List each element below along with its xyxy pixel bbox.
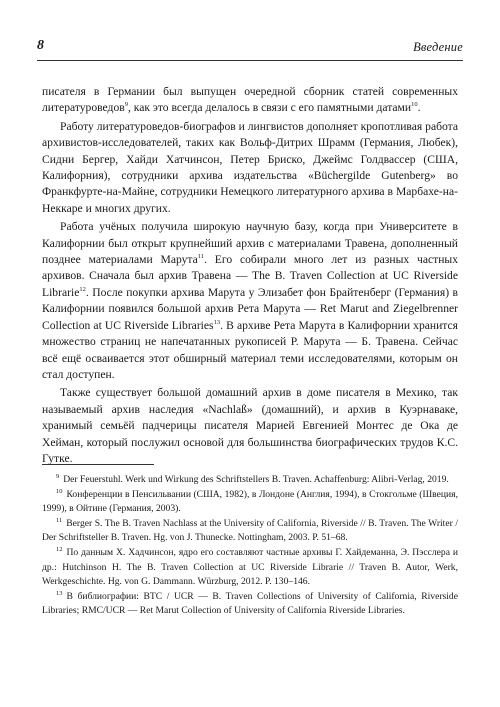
text-run: . Его собирали много лет из разных частных архивов. Сначала был архив Травена — The B. Traven Collection at UC Riverside Librarie — [42, 253, 458, 299]
footnote-number: 12 — [56, 546, 63, 554]
footnote — [42, 546, 458, 588]
text-run: Также существует большой домашний архив в доме писателя в Мехико, так называемый архив наследия «Nachlaß» (домашний), и архив в Куэрнаваке, хранимый семьёй падчерицы писателя Марией Евгенией Монтес де Ока де Хейман, который послужил основой для большинства биографических трудов К.С. Гутке. — [42, 386, 458, 465]
footnote-ref: 11 — [197, 253, 205, 261]
text-run: . После покупки архива Марута у Элизабет фон Брайтенберг (Германия) в Калифорнии появился большой архив Рета Марута — Ret Marut and Ziegelbrenner Collection at UC Riverside Libraries — [42, 285, 458, 332]
paragraph — [42, 219, 458, 383]
header-rule — [37, 60, 463, 61]
paragraph — [42, 385, 458, 467]
footnote-number: 9 — [56, 473, 60, 480]
footnote-ref: 9 — [124, 101, 128, 109]
footnote — [42, 590, 458, 618]
footnote-text: Berger S. The B. Traven Nachlass at the University of California, Riverside // B. Traven. The Writer / Der Schriftsteller B. Traven. Hg. von J. Thunecke. Nottingham, 2003. P. 51–68. — [42, 518, 458, 544]
paragraph — [42, 84, 458, 117]
page-header — [37, 38, 463, 58]
text-run: . — [417, 101, 421, 115]
footnote-text: В библиографии: BTC / UCR — B. Traven Collections of University of California, Riverside Libraries; RMC/UCR — Ret Marut Collection of University of California Riverside Libraries. — [42, 590, 458, 616]
text-run: Работа учёных получила широкую научную базу, когда при Университете в Калифорнии был открыт крупнейший архив с материалами Травена, дополненный позднее материалами Марута — [42, 220, 458, 267]
footnote-ref: 12 — [79, 285, 86, 293]
footnote — [42, 473, 458, 487]
footnote-number: 11 — [56, 517, 63, 525]
running-head-title: Введение — [413, 40, 463, 54]
footnote-number: 10 — [56, 488, 63, 496]
footnote — [42, 517, 458, 545]
footnote-text: Der Feuerstuhl. Werk und Wirkung des Schriftstellers B. Traven. Achaffenburg: Alibri-Verlag, 2019. — [63, 474, 449, 485]
footnote — [42, 488, 458, 516]
footnote-ref: 13 — [213, 318, 221, 326]
page-number: 8 — [37, 38, 44, 53]
footnote-ref: 10 — [411, 101, 418, 109]
text-run: , как это всегда делалось в связи с его памятными датами — [127, 101, 412, 115]
footnote-number: 13 — [56, 589, 63, 597]
text-run: . В архиве Рета Марута в Калифорнии хранится множество страниц не напечатанных рукописей Р. Марута — Б. Травена. Сейчас всё ещё осваивается этот обширный материал теми исследователями, которым он стал доступен. — [42, 318, 458, 381]
text-run: Работу литературоведов-биографов и лингвистов дополняет кропотливая работа архивистов-исследователей, таких как Вольф-Дитрих Шрамм (Германия, Любек), Сидни Бергер, Хайди Хатчинсон, Петер Бриско, Джеймс Голдвассер (США, Калифорния), сотрудники архива издательства «Büchergilde Gutenberg» во Франкфурте-на-Майне, сотрудники Немецкого литературного архива в Марбахе-на-Неккаре и многих других. — [42, 119, 458, 215]
footnotes — [42, 473, 458, 619]
footnote-text: Конференции в Пенсильвании (США, 1982), в Лондоне (Англия, 1994), в Стокгольме (Швеция, 1999), в Ойтине (Германия, 2003). — [42, 489, 458, 515]
text-run: писателя в Германии был выпущен очередной сборник статей современных литературоведов — [42, 85, 458, 115]
paragraph — [42, 119, 458, 217]
footnote-separator — [42, 464, 154, 465]
body-text — [42, 84, 458, 469]
footnote-text: По данным Х. Хадчинсон, ядро его составляют частные архивы Г. Хайдеманна, Э. Пэсслера и др.: Hutchinson H. The B. Traven Collection at UC Riverside Librarie // Traven B. Autor, Werk, Werkgeschichte. Hg. von G. Dammann. Würzburg, 2012. P. 130–146. — [42, 547, 458, 587]
